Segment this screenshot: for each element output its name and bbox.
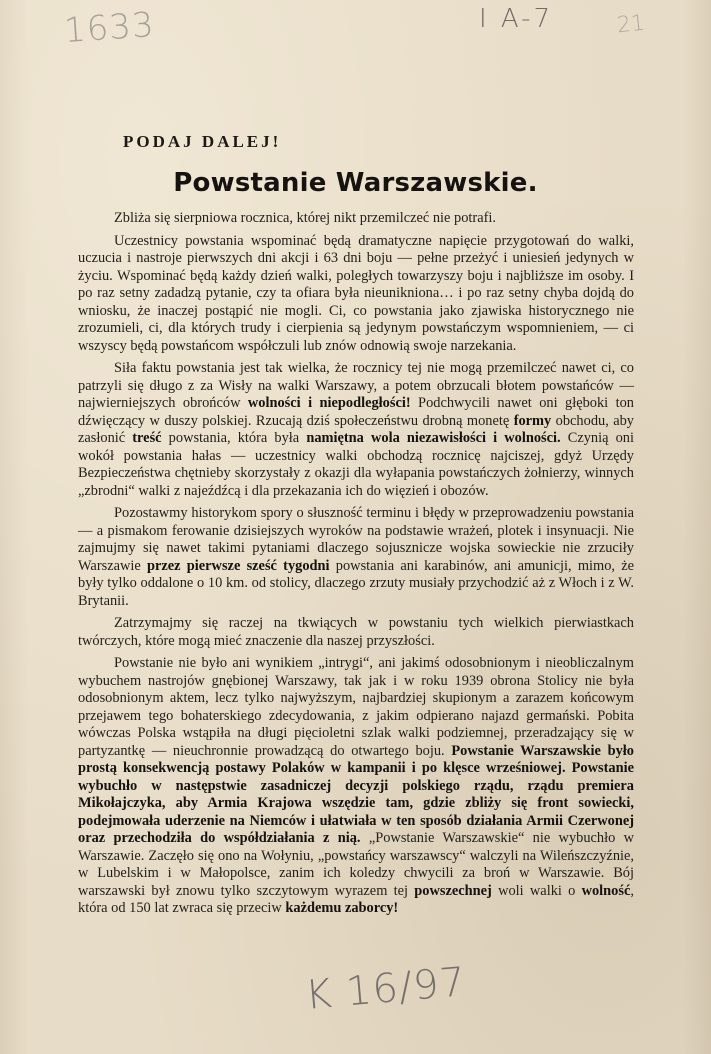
paragraph bbox=[78, 233, 634, 356]
emphasized-text: namiętna wola niezawisłości i wolności. bbox=[306, 430, 561, 446]
paragraph bbox=[78, 615, 634, 650]
paragraph bbox=[78, 210, 634, 228]
text-segment: „Powstanie Warszawskie“ nie wybuchło w Warszawie. Zaczęło się ono na Wołyniu, „powstańcy warszawscy“ walczyli na Wileńszczyźnie, w Lubelskim i w Małopolsce, zanim ich koledzy chwycili za broń w Warszawie. Bój warszawski był znowu tylko szczytowym wyrazem tej bbox=[78, 830, 634, 899]
emphasized-text: powszechnej bbox=[414, 882, 492, 899]
text-segment: Zatrzymajmy się raczej na tkwiących w powstaniu tych wielkich pierwiastkach twórczych, które mogą mieć znaczenie dla naszej przyszłości. bbox=[78, 615, 634, 649]
emphasized-text: formy bbox=[513, 412, 552, 429]
text-segment: powstania ani karabinów, ani amunicji, mimo, że były tylko oddalone o 10 km. od stolicy, dlaczego zrzuty musiały przychodzić aż z Włoch i z W. Brytanii. bbox=[78, 557, 635, 609]
catalog-signature-annotation: I A-7 bbox=[479, 4, 554, 34]
text-segment: Uczestnicy powstania wspominać będą dramatyczne napięcie przygotowań do walki, uczucia i nastroje pierwszych dni akcji i 63 dni boju — pełne przeżyć i uniesień jedynych w życiu. Wspominać będą każdy dzień walki, poległych towarzyszy boju i najbliższe im osoby. I po raz setny zadadzą pytanie, czy ta ofiara była nieunikniona… i po raz setny chyba dojdą do wniosku, że inaczej postąpić nie mogli. Ci, co powstania jako zjawiska historycznego nie zrozumieli, ci, dla których trudy i cierpienia są jedynym powstańczym wspomnieniem, — ci wszyscy będą powstańcom współczuli lub znów odnowią swoje narzekania. bbox=[78, 232, 634, 354]
emphasized-text: przez pierwsze sześć tygodni bbox=[147, 557, 330, 574]
text-segment: , która od 150 lat zwraca się przeciw bbox=[78, 882, 634, 916]
emphasized-text: Powstanie Warszawskie było prostą konsekwencją postawy Polaków w kampanii i po klęsce wrześniowej. Powstanie wybuchło w następstwie zasadniczej decyzji polskiego rządu, rządu premiera Mikołajczyka, aby Armia Krajowa wszędzie tam, gdzie zbliży się front sowiecki, podejmowała uderzenie na Niemców i ułatwiała w ten sposób działania Armii Czerwonej oraz przechodziła do współdziałania z nią. bbox=[78, 742, 634, 846]
text-segment: Podchwycili nawet oni głęboki ton dźwięczący w duszy polskiej. Rzucają dziś społeczeństwu drobną monetę bbox=[78, 395, 634, 429]
archive-number-annotation: 1633 bbox=[62, 4, 156, 52]
text-segment: Czynią oni wokół powstania hałas — uczestnicy walki obchodzą rocznicę najciszej, gdyż Urzędy Bezpieczeństwa chętnieby skorzystały z okazji dla wyłapania powstańczych żołnierzy, winnych „zbrodni“ walki z najeźdźcą i dla przekazania ich do więzień i obozów. bbox=[78, 430, 634, 499]
text-segment: powstania, która była bbox=[161, 430, 307, 446]
article-body bbox=[78, 210, 634, 918]
paragraph bbox=[78, 360, 634, 500]
text-segment: woli walki o bbox=[491, 882, 582, 899]
emphasized-text: wolności i niepodległości! bbox=[247, 395, 411, 411]
text-segment: Zbliża się sierpniowa rocznica, której nikt przemilczeć nie potrafi. bbox=[114, 210, 496, 226]
emphasized-text: treść bbox=[132, 430, 162, 446]
emphasized-text: każdemu zaborcy! bbox=[285, 900, 399, 916]
pass-on-heading: PODAJ DALEJ! bbox=[123, 132, 282, 151]
emphasized-text: wolność bbox=[581, 882, 631, 899]
text-segment: Pozostawmy historykom spory o słuszność terminu i błędy w przeprowadzeniu powstania — a pismakom ferowanie dzisiejszych wyroków na podstawie wrażeń, plotek i insynuacji. Nie zajmujmy się nawet takimi pytaniami dlaczego sojusznicze wojska sowieckie nie zrzuciły Warszawie bbox=[78, 505, 634, 574]
text-segment: Siła faktu powstania jest tak wielka, że rocznicy tej nie mogą przemilczeć nawet ci, co patrzyli się długo z za Wisły na walki Warszawy, a potem obrzucali błotem powstańców — najwierniejszych obrońców bbox=[78, 360, 634, 411]
shelfmark-annotation: K 16/97 bbox=[303, 959, 468, 1019]
page-number-annotation: 21 bbox=[615, 10, 647, 39]
document-title: Powstanie Warszawskie. bbox=[173, 168, 538, 198]
text-segment: obchodu, aby zasłonić bbox=[78, 412, 635, 446]
paragraph bbox=[78, 505, 634, 610]
text-segment: Powstanie nie było ani wynikiem „intrygi“, ani jakimś odosobnionym i nieobliczalnym wybuchem nastrojów gnębionej Warszawy, tak jak i w roku 1939 obrona Stolicy nie była odosobnionym aktem, lecz tylko najwyższym, najbardziej skupionym a zarazem końcowym przejawem tego bohaterskiego zdecydowania, z jakim odpierano najazd germański. Pobita wówczas Polska wstąpiła na długi pięcioletni szlak walki podziemnej, przeradzający się w partyzantkę — nieuchronnie prowadzącą do otwartego boju. bbox=[78, 655, 634, 759]
paragraph bbox=[78, 655, 634, 918]
